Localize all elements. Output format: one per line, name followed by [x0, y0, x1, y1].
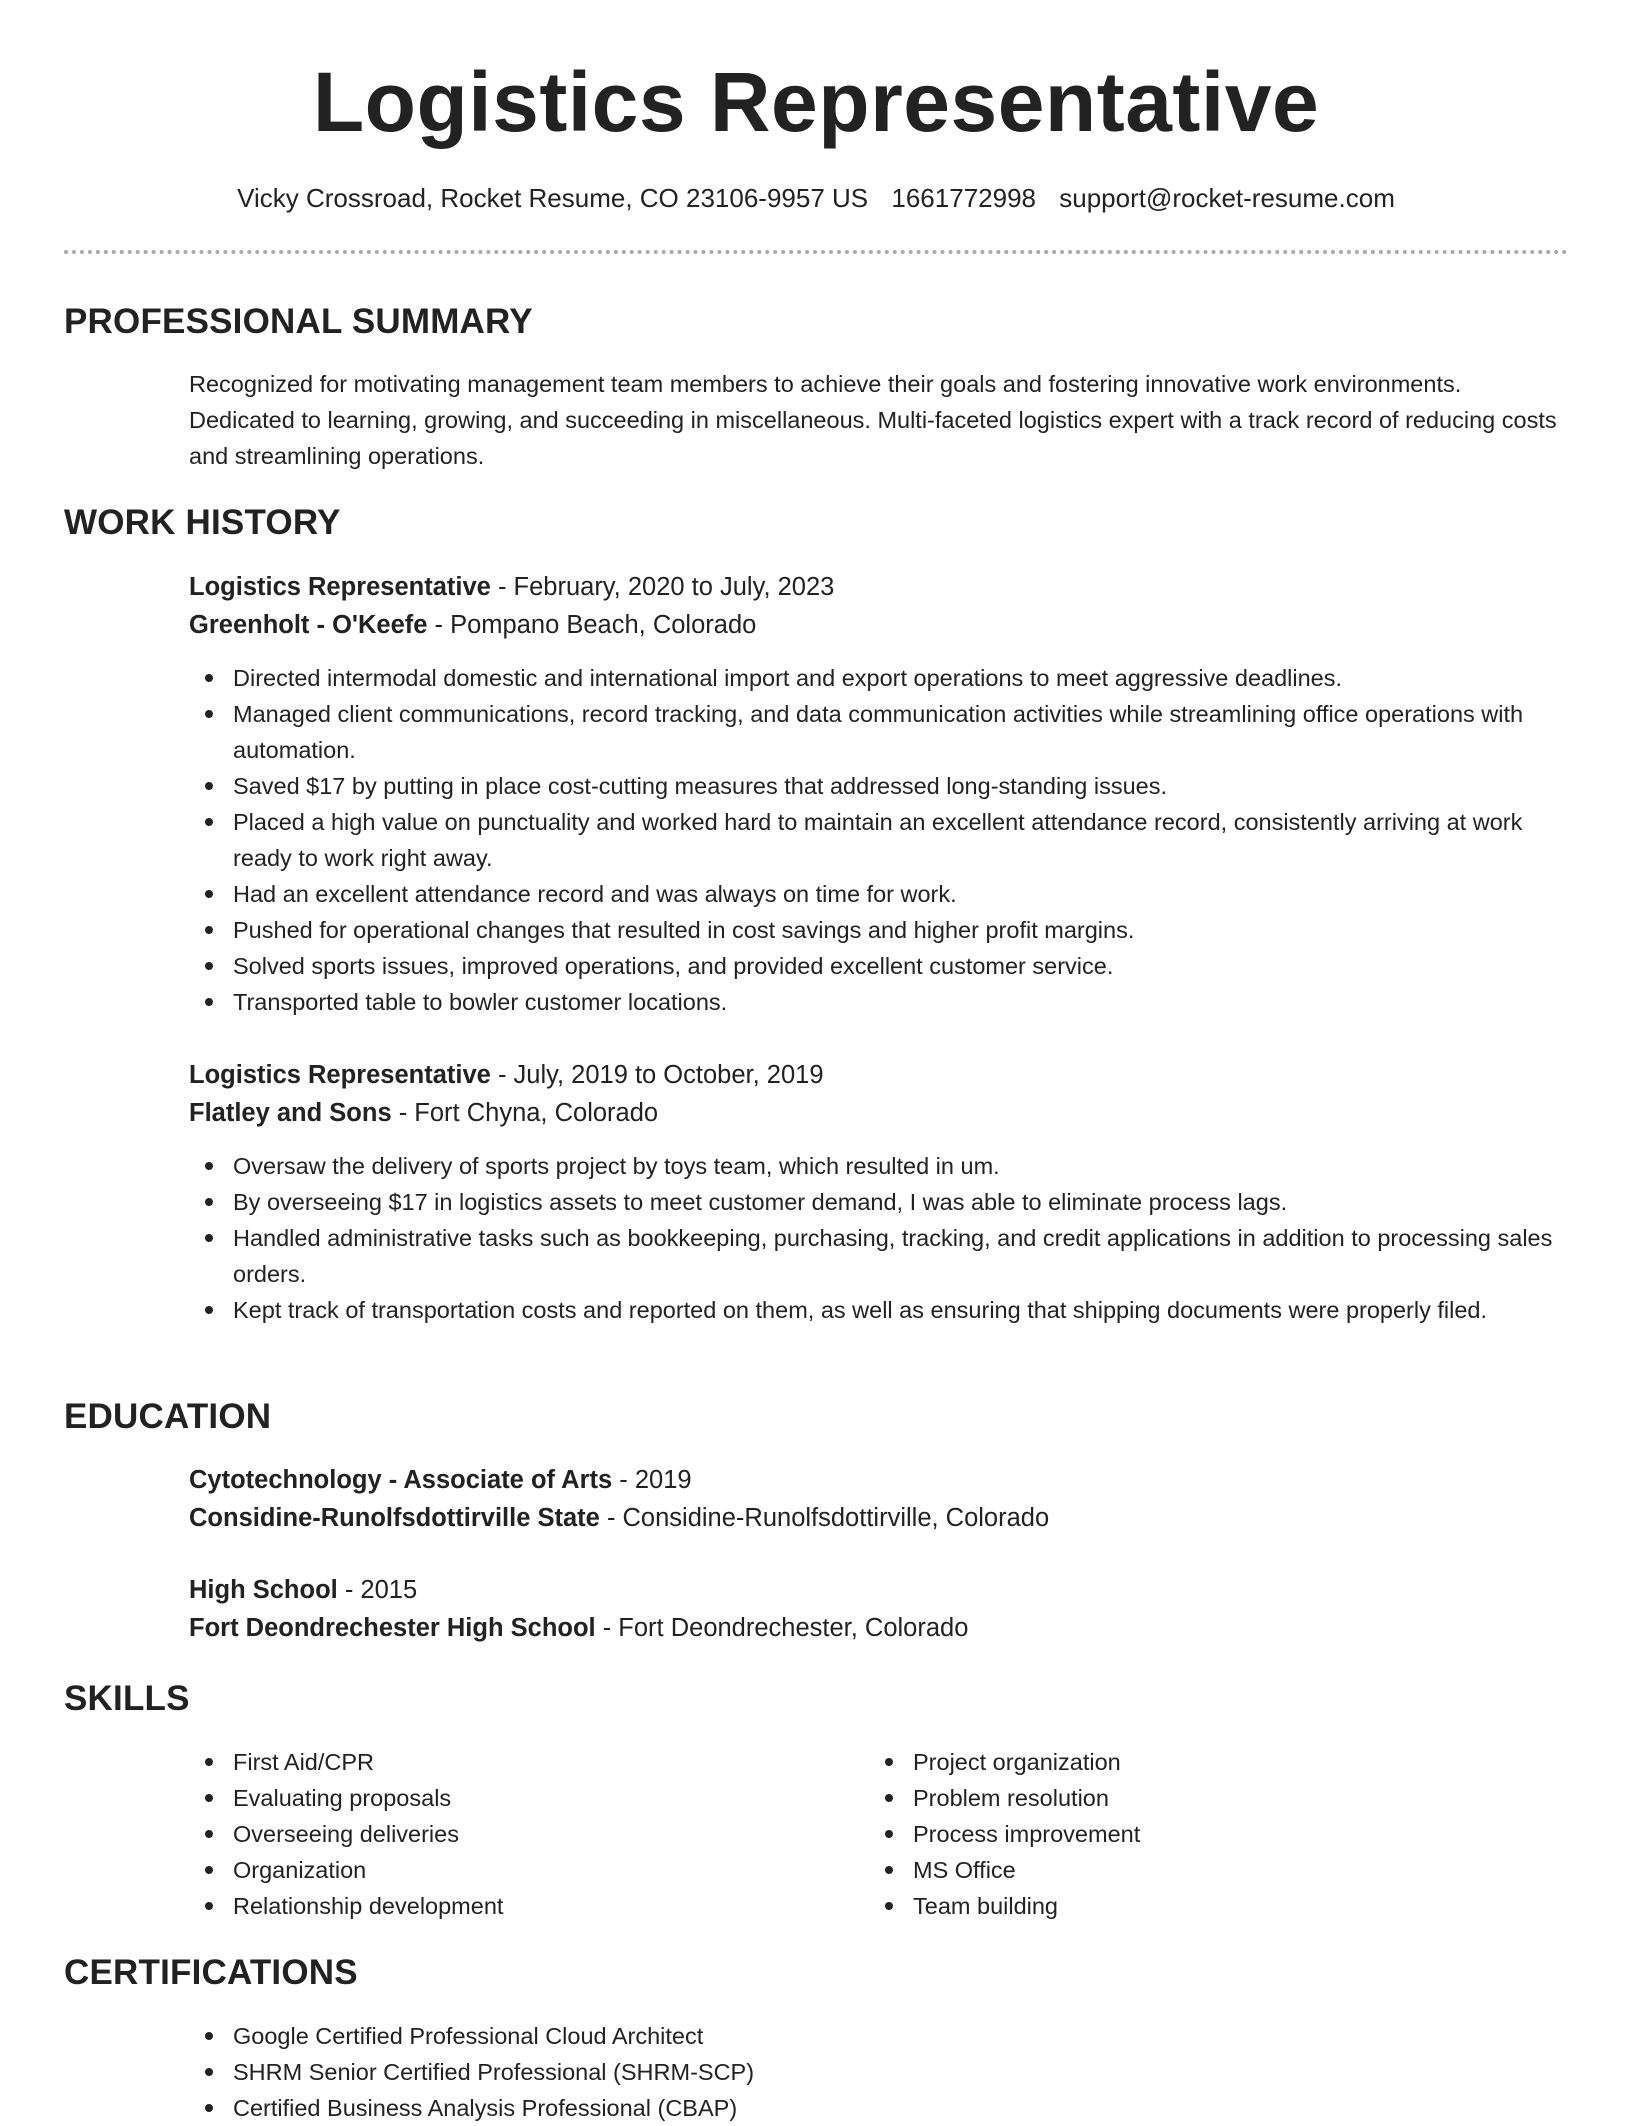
- job-title-line: [189, 1056, 1569, 1094]
- section-title-education: EDUCATION: [64, 1397, 272, 1436]
- job-bullet: Had an excellent attendance record and was always on time for work.: [189, 876, 1569, 912]
- job-company: Flatley and Sons: [189, 1099, 392, 1127]
- skill-item: MS Office: [869, 1852, 1469, 1888]
- job-location: - Pompano Beach, Colorado: [427, 611, 757, 639]
- education-degree: High School: [189, 1576, 338, 1604]
- job-bullet: Placed a high value on punctuality and worked hard to maintain an excellent attendance record, consistently arriving at work ready to work right away.: [189, 804, 1569, 876]
- education-year: - 2015: [337, 1576, 418, 1604]
- skills-list: [869, 1744, 1469, 1924]
- job-company-line: [189, 606, 1569, 644]
- education-location: - Considine-Runolfsdottirville, Colorado: [599, 1504, 1050, 1532]
- contact-phone[interactable]: 1661772998: [891, 183, 1036, 213]
- skill-item: Process improvement: [869, 1816, 1469, 1852]
- job-bullet: Handled administrative tasks such as bookkeeping, purchasing, tracking, and credit applications in addition to processing sales orders.: [189, 1220, 1569, 1292]
- skill-item: Relationship development: [189, 1888, 789, 1924]
- certification-item: Google Certified Professional Cloud Architect: [189, 2018, 1569, 2054]
- skill-item: Evaluating proposals: [189, 1780, 789, 1816]
- skill-item: Team building: [869, 1888, 1469, 1924]
- job-bullets: [189, 660, 1569, 1020]
- certification-item: Certified Business Analysis Professional (CBAP): [189, 2090, 1569, 2126]
- contact-address: Vicky Crossroad, Rocket Resume, CO 23106-9957 US: [237, 183, 869, 213]
- education-degree: Cytotechnology - Associate of Arts: [189, 1466, 613, 1494]
- skill-item: Overseeing deliveries: [189, 1816, 789, 1852]
- contact-email[interactable]: support@rocket-resume.com: [1059, 183, 1395, 213]
- job-bullet: Kept track of transportation costs and reported on them, as well as ensuring that shipping documents were properly filed.: [189, 1292, 1569, 1328]
- skill-item: Project organization: [869, 1744, 1469, 1780]
- skill-item: First Aid/CPR: [189, 1744, 789, 1780]
- job-position: Logistics Representative: [189, 573, 491, 601]
- skill-item: Organization: [189, 1852, 789, 1888]
- skill-item: Problem resolution: [869, 1780, 1469, 1816]
- job-bullet: Directed intermodal domestic and international import and export operations to meet aggressive deadlines.: [189, 660, 1569, 696]
- job-bullet: Saved $17 by putting in place cost-cutting measures that addressed long-standing issues.: [189, 768, 1569, 804]
- certification-item: SHRM Senior Certified Professional (SHRM-SCP): [189, 2054, 1569, 2090]
- skills-column-left: [189, 1744, 789, 1924]
- section-title-skills: SKILLS: [64, 1679, 190, 1718]
- education-entry: [189, 1461, 1569, 1537]
- job-position: Logistics Representative: [189, 1061, 491, 1089]
- education-year: - 2019: [612, 1466, 692, 1494]
- education-school: Fort Deondrechester High School: [189, 1614, 596, 1642]
- section-title-summary: PROFESSIONAL SUMMARY: [64, 302, 533, 341]
- contact-line: [0, 181, 1632, 215]
- job-bullet: By overseeing $17 in logistics assets to meet customer demand, I was able to eliminate process lags.: [189, 1184, 1569, 1220]
- summary-block: [189, 366, 1569, 474]
- education-entry: [189, 1571, 1569, 1647]
- education-school-line: [189, 1499, 1569, 1537]
- job-dates: - February, 2020 to July, 2023: [490, 573, 835, 601]
- skills-list: [189, 1744, 789, 1924]
- job-bullets: [189, 1148, 1569, 1328]
- job-bullet: Transported table to bowler customer locations.: [189, 984, 1569, 1020]
- job-location: - Fort Chyna, Colorado: [391, 1099, 659, 1127]
- education-degree-line: [189, 1571, 1569, 1609]
- skills-column-right: [869, 1744, 1469, 1924]
- job-title-line: [189, 568, 1569, 606]
- job-company-line: [189, 1094, 1569, 1132]
- job-bullet: Solved sports issues, improved operations, and provided excellent customer service.: [189, 948, 1569, 984]
- section-title-work: WORK HISTORY: [64, 503, 341, 542]
- job-bullet: Managed client communications, record tracking, and data communication activities while streamlining office operations with automation.: [189, 696, 1569, 768]
- job-bullet: Pushed for operational changes that resulted in cost savings and higher profit margins.: [189, 912, 1569, 948]
- certifications-block: [189, 2018, 1569, 2126]
- job-bullet: Oversaw the delivery of sports project by toys team, which resulted in um.: [189, 1148, 1569, 1184]
- summary-text: Recognized for motivating management team members to achieve their goals and fostering innovative work environments. Dedicated to learning, growing, and succeeding in miscellaneous. Multi-faceted logistics expert with a track record of reducing costs and streamlining operations.: [189, 371, 1557, 469]
- job-company: Greenholt - O'Keefe: [189, 611, 428, 639]
- job-entry: [189, 1056, 1569, 1328]
- job-entry: [189, 568, 1569, 1020]
- section-title-certifications: CERTIFICATIONS: [64, 1953, 358, 1992]
- resume-name: Logistics Representative: [312, 55, 1320, 149]
- education-degree-line: [189, 1461, 1569, 1499]
- job-dates: - July, 2019 to October, 2019: [490, 1061, 824, 1089]
- certifications-list: [189, 2018, 1569, 2126]
- header-divider: [64, 250, 1568, 254]
- education-school-line: [189, 1609, 1569, 1647]
- education-location: - Fort Deondrechester, Colorado: [595, 1614, 969, 1642]
- education-school: Considine-Runolfsdottirville State: [189, 1504, 600, 1532]
